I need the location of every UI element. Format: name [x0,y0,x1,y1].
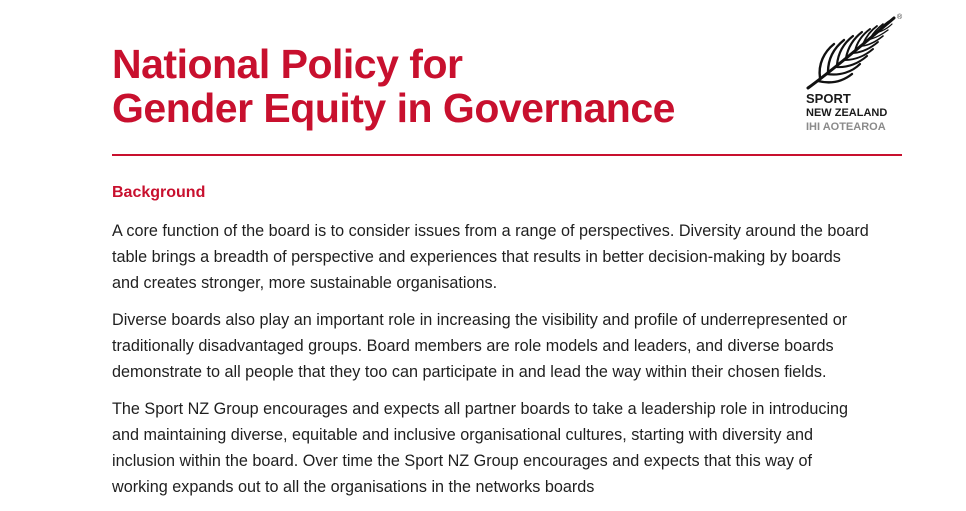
logo-line-ihi-aotearoa: IHI AOTEAROA [806,121,886,133]
body-text [112,218,872,511]
sport-nz-logo [800,12,910,142]
title-line-2: Gender Equity in Governance [112,85,675,131]
logo-line-new-zealand: NEW ZEALAND [806,107,888,119]
trademark-symbol: ® [897,14,903,21]
section-heading: Background [112,184,206,201]
paragraph-1: A core function of the board is to consider issues from a range of perspectives. Diversity around the board table brings a breadth of perspective and experiences that results in better decision-making by boards and creates stronger, more sustainable organisations. [112,222,869,292]
title-divider [112,154,902,156]
document-title [112,42,675,130]
logo-line-sport: SPORT [806,91,851,106]
logo-wordmark [806,92,887,134]
silver-fern-icon [800,12,903,92]
title-line-1: National Policy for [112,41,463,87]
paragraph-3: The Sport NZ Group encourages and expects all partner boards to take a leadership role in introducing and maintaining diverse, equitable and inclusive organisational cultures, starting with diversity and inclusion within the board. Over time the Sport NZ Group encourages and expects that this way of working expands out to all the organisations in the networks boards [112,400,849,496]
paragraph-2: Diverse boards also play an important role in increasing the visibility and profile of underrepresented or traditionally disadvantaged groups. Board members are role models and leaders, and diverse boards demonstrate to all people that they too can participate in and lead the way within their chosen fields. [112,311,848,381]
